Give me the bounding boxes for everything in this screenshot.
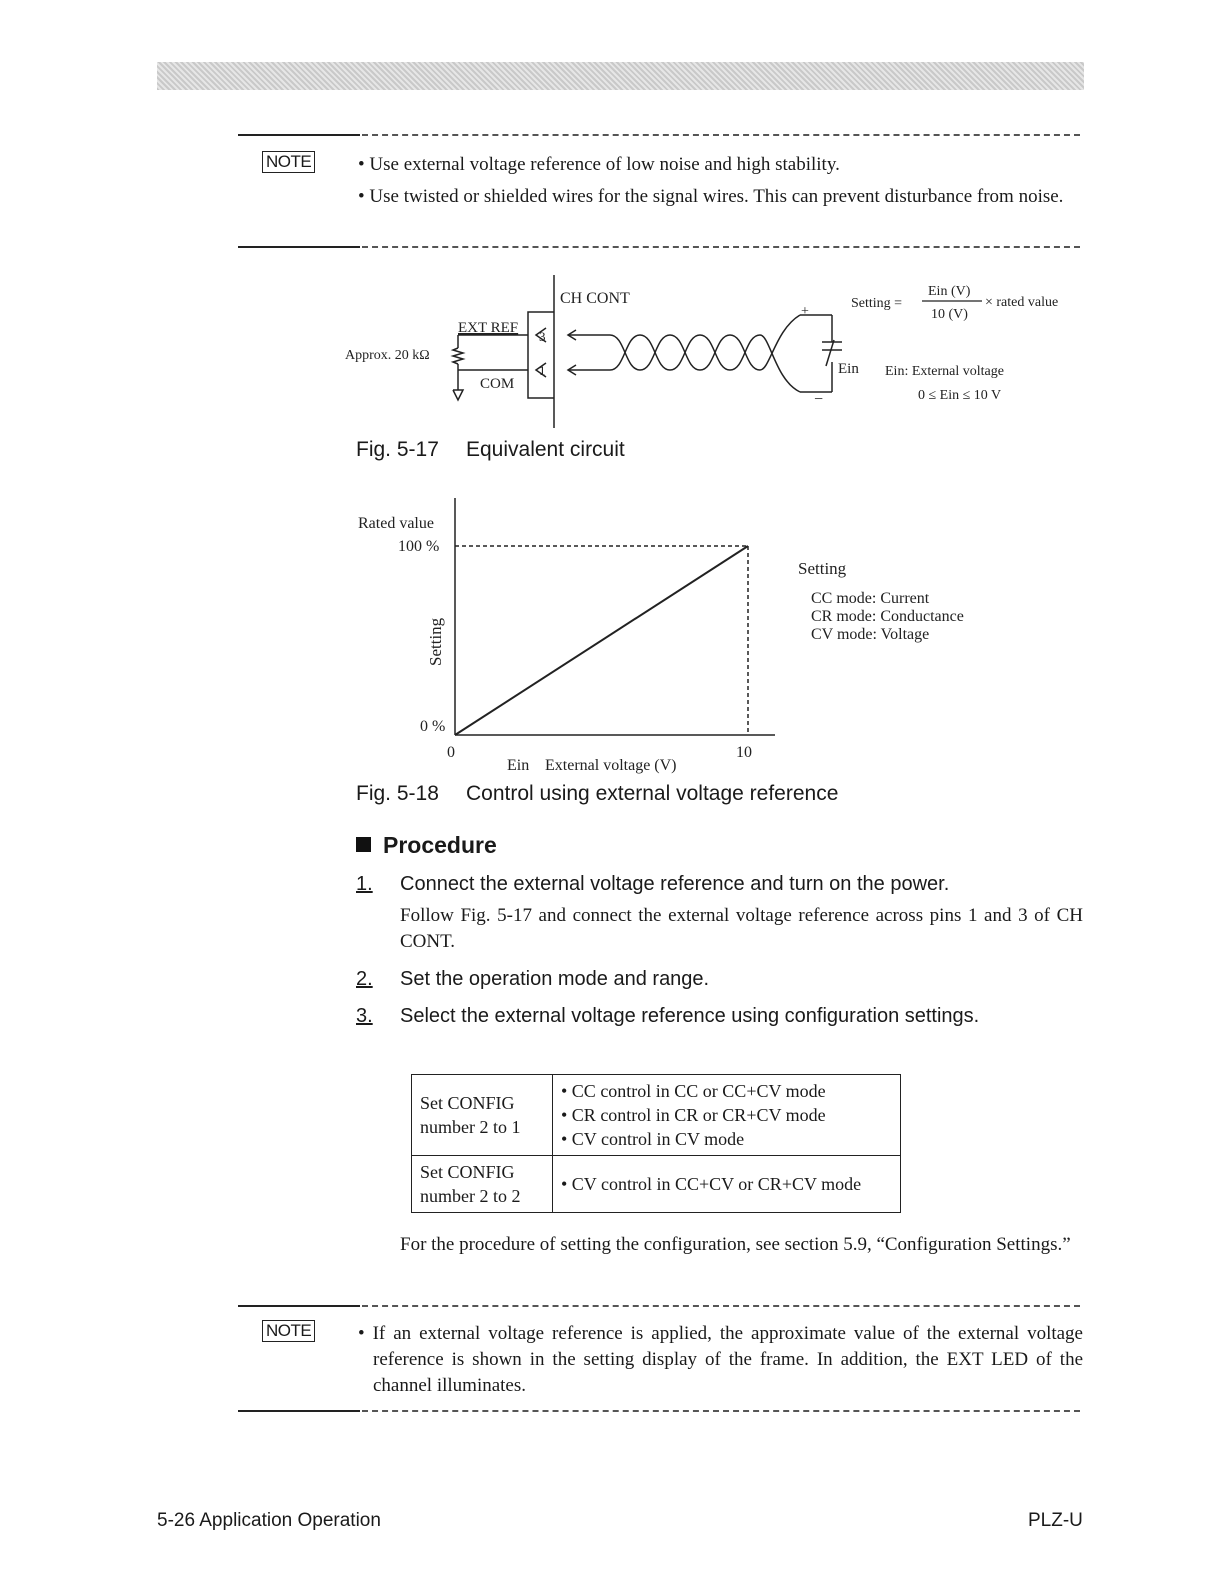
formula-setting-label: Setting =	[851, 296, 903, 311]
approx-resistance-label: Approx. 20 kΩ	[345, 348, 430, 363]
note-bullet: • Use external voltage reference of low noise and high stability.	[358, 154, 840, 175]
y-tick-100: 100 %	[398, 538, 440, 555]
section-bullet-icon	[356, 837, 371, 852]
fig-title: Control using external voltage reference	[466, 782, 839, 805]
table-row	[412, 1156, 901, 1213]
y-top-label: Rated value	[358, 515, 434, 532]
config-effect: • CC control in CC or CC+CV mode	[561, 1081, 826, 1101]
setting-line	[455, 546, 748, 735]
config-reference: For the procedure of setting the configuration, see section 5.9, “Configuration Settings.”	[400, 1234, 1071, 1255]
note-bottom-rule	[238, 1410, 360, 1412]
config-effect: • CR control in CR or CR+CV mode	[561, 1105, 826, 1125]
x-axis-prefix: Ein	[507, 757, 530, 774]
table-row	[412, 1075, 901, 1156]
step-1-detail: Follow Fig. 5-17 and connect the external voltage reference across pins 1 and 3 of CH CONT.	[400, 905, 1083, 952]
procedure-heading	[356, 832, 497, 859]
note-bullet: • Use twisted or shielded wires for the signal wires. This can prevent disturbance from noise.	[358, 186, 1064, 207]
config-effect-cell	[553, 1075, 901, 1156]
legend-item-cv: CV mode: Voltage	[811, 626, 930, 643]
note-bottom-rule-dashed	[362, 1410, 1080, 1412]
ext-ref-label: EXT REF	[458, 320, 519, 336]
plus-terminal-label: +	[801, 304, 809, 319]
footer-page-label: 5-26 Application Operation	[157, 1510, 381, 1531]
note-bottom-rule-dashed	[362, 246, 1080, 248]
fig-5-18-caption	[356, 782, 838, 806]
formula-tail: × rated value	[985, 295, 1059, 310]
config-effect: • CV control in CC+CV or CR+CV mode	[561, 1174, 862, 1194]
setting-vs-voltage-chart	[340, 490, 1040, 785]
formula-numerator: Ein (V)	[928, 284, 971, 299]
ein-description: Ein: External voltage	[885, 364, 1004, 379]
legend-item-cr: CR mode: Conductance	[811, 608, 964, 625]
fig-title: Equivalent circuit	[466, 438, 625, 461]
legend-item-cc: CC mode: Current	[811, 590, 930, 607]
header-band	[157, 62, 1084, 90]
equivalent-circuit-diagram	[340, 270, 1090, 430]
x-tick-10: 10	[736, 744, 752, 761]
pin-3-label: 3	[539, 329, 546, 344]
note-text	[358, 1321, 1083, 1405]
footer-model-label: PLZ-U	[1028, 1510, 1083, 1531]
procedure-title: Procedure	[383, 832, 497, 858]
step-text: Select the external voltage reference using configuration settings.	[400, 1005, 980, 1027]
note-top-rule	[238, 134, 360, 136]
note-badge: NOTE	[262, 151, 315, 173]
note-top-rule-dashed	[362, 1305, 1080, 1307]
note-bullet: • If an external voltage reference is applied, the approximate value of the external voltage reference is shown in the setting display of the frame. In addition, the EXT LED of the channel illuminates.	[358, 1323, 1083, 1396]
note-bottom-rule	[238, 246, 360, 248]
com-label: COM	[480, 376, 515, 392]
step-text: Set the operation mode and range.	[400, 968, 710, 990]
note-top-rule	[238, 1305, 360, 1307]
minus-terminal-label: −	[814, 391, 824, 408]
step-text: Connect the external voltage reference and turn on the power.	[400, 873, 950, 895]
y-axis-label: Setting	[426, 617, 445, 666]
x-tick-0: 0	[447, 744, 455, 761]
note-badge: NOTE	[262, 1320, 315, 1342]
fig-number: Fig. 5-17	[356, 438, 439, 461]
note-text	[358, 152, 1083, 216]
legend-title: Setting	[798, 559, 847, 578]
ein-source-label: Ein	[838, 361, 859, 377]
fig-number: Fig. 5-18	[356, 782, 439, 805]
ch-cont-label: CH CONT	[560, 290, 630, 307]
config-table	[411, 1074, 901, 1213]
step-number: 3.	[356, 1005, 373, 1027]
step-number: 1.	[356, 873, 373, 895]
config-setting-cell: Set CONFIG number 2 to 2	[412, 1156, 553, 1213]
ein-range: 0 ≤ Ein ≤ 10 V	[918, 388, 1002, 403]
pin-1-label: 1	[539, 363, 546, 378]
config-effect: • CV control in CV mode	[561, 1129, 745, 1149]
config-setting-cell: Set CONFIG number 2 to 1	[412, 1075, 553, 1156]
formula-denominator: 10 (V)	[931, 307, 968, 322]
fig-5-17-caption	[356, 438, 625, 462]
y-tick-0: 0 %	[420, 718, 446, 735]
x-axis-label: External voltage (V)	[545, 757, 677, 774]
step-number: 2.	[356, 968, 373, 990]
note-top-rule-dashed	[362, 134, 1080, 136]
config-effect-cell	[553, 1156, 901, 1213]
